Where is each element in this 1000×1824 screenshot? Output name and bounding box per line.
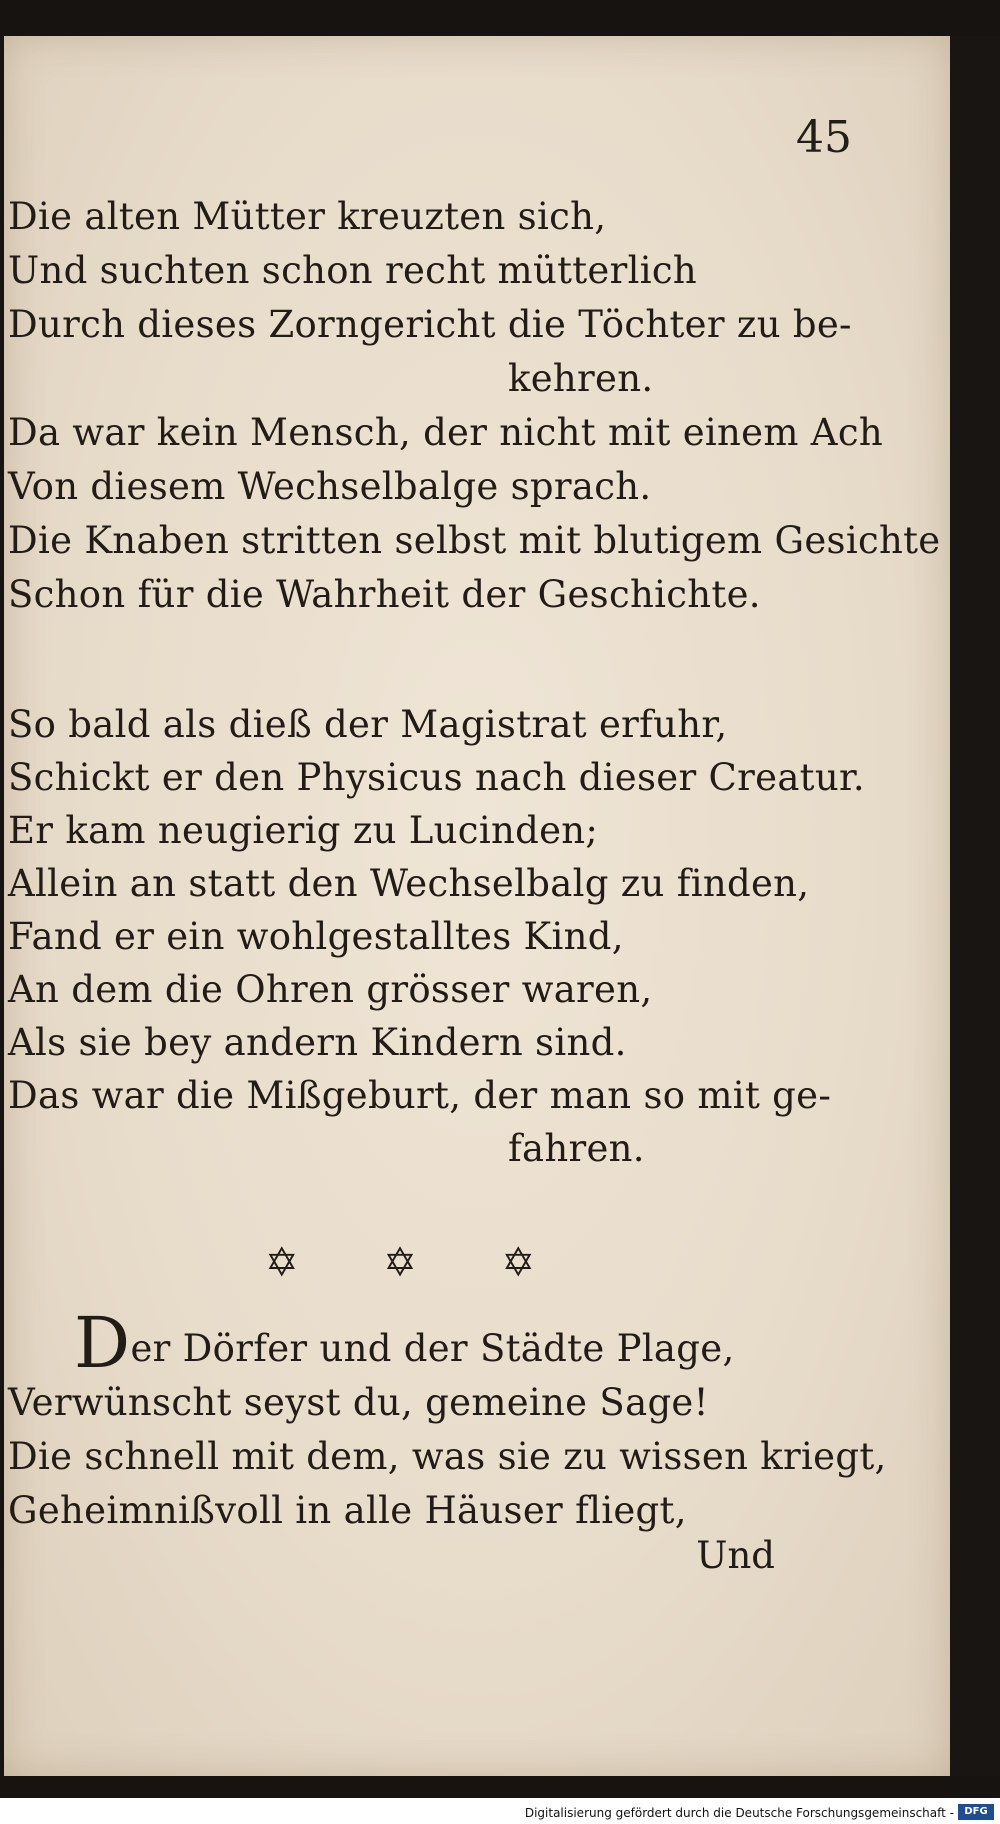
section-separator xyxy=(265,1240,535,1286)
verse-line: Geheimnißvoll in alle Häuser fliegt, xyxy=(8,1489,687,1532)
catchword: Und xyxy=(696,1534,775,1577)
verse-line-first xyxy=(8,1302,888,1384)
star-ornament-icon: ✡ xyxy=(265,1240,299,1286)
verse-line: Und suchten schon recht mütterlich xyxy=(8,249,698,292)
book-edge xyxy=(950,36,1000,1776)
verse-line: Das war die Mißgeburt, der man so mit ge- xyxy=(8,1074,832,1117)
funding-credit: Digitalisierung gefördert durch die Deutsche Forschungsgemeinschaft - xyxy=(524,1806,954,1820)
verse-line: Als sie bey andern Kindern sind. xyxy=(8,1021,627,1064)
verse-line: Durch dieses Zorngericht die Töchter zu be- xyxy=(8,303,852,346)
verse-line: Fand er ein wohlgestalltes Kind, xyxy=(8,915,624,958)
dfg-logo-icon: DFG xyxy=(958,1804,994,1820)
verse-line: Schickt er den Physicus nach dieser Creatur. xyxy=(8,756,865,799)
verse-line-continuation: kehren. xyxy=(508,357,654,400)
stanza-3 xyxy=(8,1302,888,1538)
verse-line-continuation: fahren. xyxy=(508,1127,645,1170)
page-number: 45 xyxy=(796,112,852,163)
drop-cap: D xyxy=(74,1302,131,1384)
verse-line: Schon für die Wahrheit der Geschichte. xyxy=(8,573,761,616)
star-ornament-icon: ✡ xyxy=(501,1240,535,1286)
verse-line: Von diesem Wechselbalge sprach. xyxy=(8,465,652,508)
stanza-2 xyxy=(8,698,888,1175)
verse-line-text: er Dörfer und der Städte Plage, xyxy=(130,1327,735,1370)
verse-line: Da war kein Mensch, der nicht mit einem Ach xyxy=(8,411,883,454)
verse-line: Die schnell mit dem, was sie zu wissen kriegt, xyxy=(8,1435,887,1478)
verse-line: So bald als dieß der Magistrat erfuhr, xyxy=(8,703,728,746)
verse-line: Allein an statt den Wechselbalg zu finden, xyxy=(8,862,810,905)
verse-line: Er kam neugierig zu Lucinden; xyxy=(8,809,599,852)
verse-line: An dem die Ohren grösser waren, xyxy=(8,968,653,1011)
verse-line: Verwünscht seyst du, gemeine Sage! xyxy=(8,1381,709,1424)
verse-line: Die Knaben stritten selbst mit blutigem Gesichte xyxy=(8,519,941,562)
verse-line: Die alten Mütter kreuzten sich, xyxy=(8,195,607,238)
stanza-1 xyxy=(8,190,941,622)
star-ornament-icon: ✡ xyxy=(383,1240,417,1286)
